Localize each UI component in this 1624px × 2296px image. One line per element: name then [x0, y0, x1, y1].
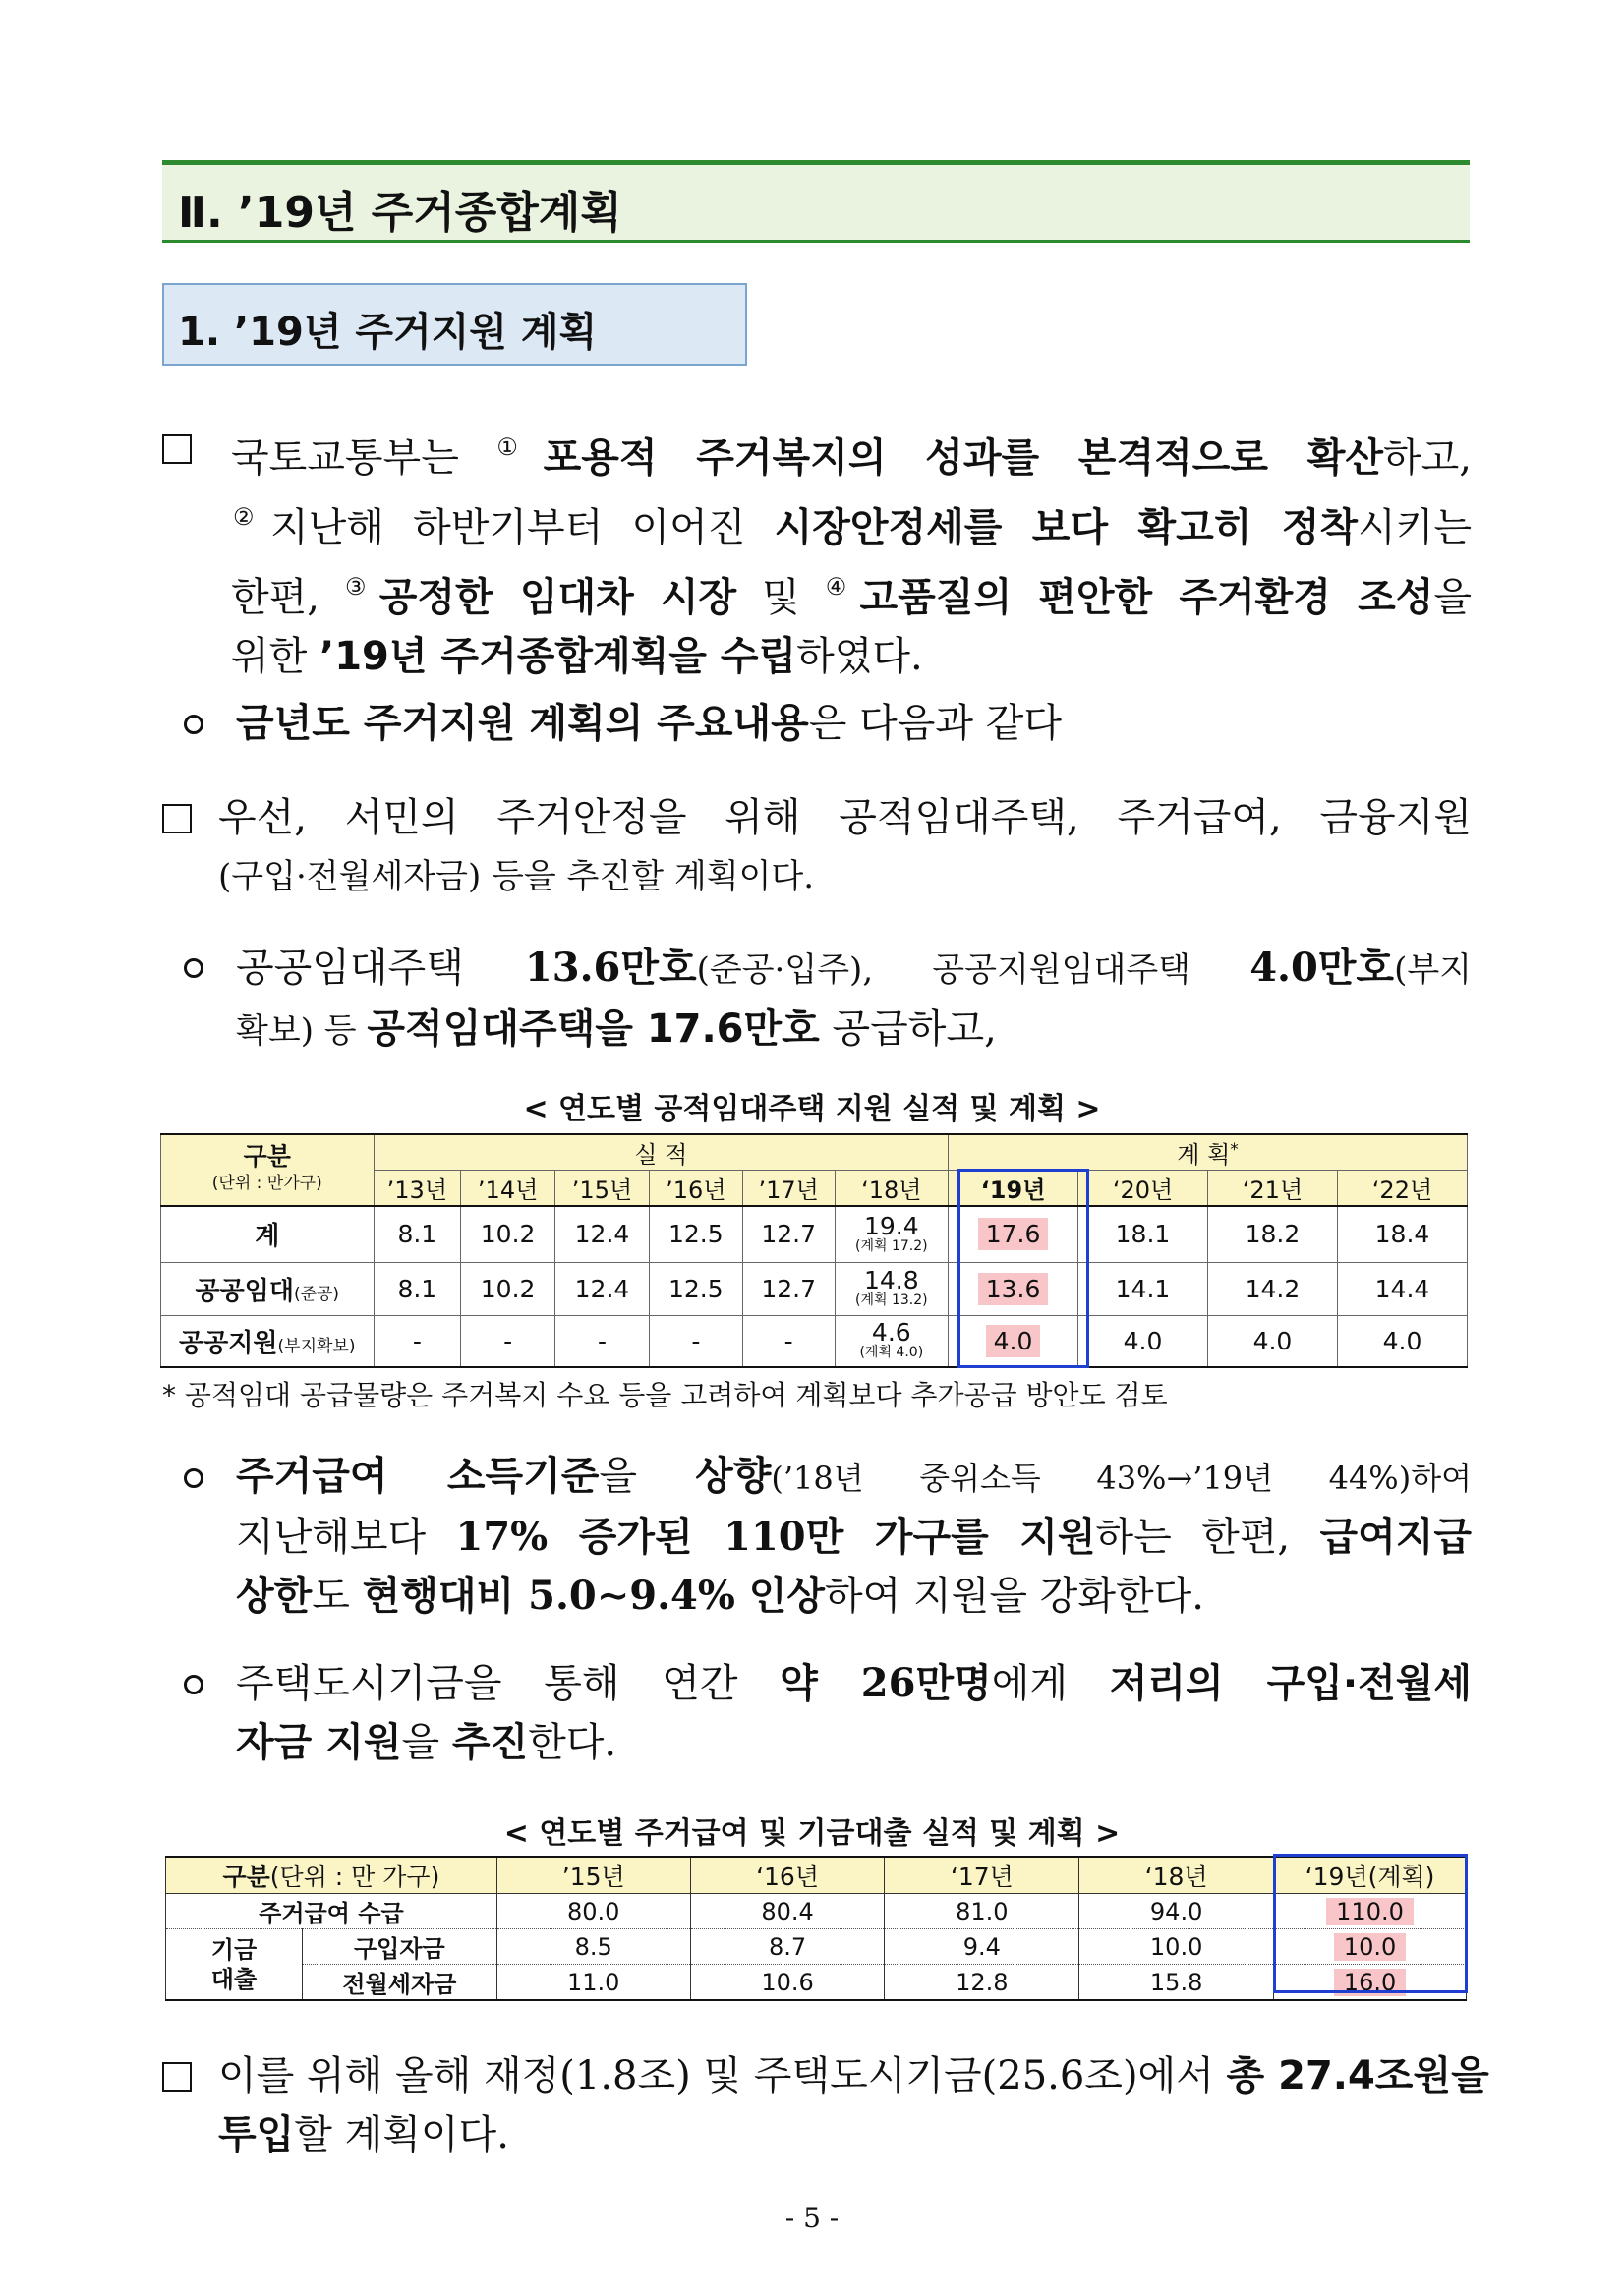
- paragraph-4-line-1: [218, 2046, 1489, 2105]
- table-1-plan-note: (계획 17.2): [855, 1237, 928, 1254]
- table-cell: 4.0: [1337, 1315, 1467, 1367]
- table-1-caption: < 연도별 공적임대주택 지원 실적 및 계획 >: [523, 1092, 1101, 1126]
- table-1: [160, 1133, 1468, 1368]
- circle-bullet-icon: [184, 1675, 203, 1694]
- p1-text-l: 위한: [231, 634, 319, 679]
- table-2-year: ‘17년: [885, 1857, 1079, 1894]
- checkbox-bullet-icon: [162, 2062, 192, 2092]
- table-cell: 9.4: [885, 1929, 1079, 1965]
- p2-sub-text-a: 공공임대주택: [236, 946, 525, 991]
- paragraph-3-sub-1-line-3: [236, 1567, 1472, 1626]
- p2-sub-bold-d: 4.0만호: [1249, 945, 1395, 991]
- table-2-caption: < 연도별 주거급여 및 기금대출 실적 및 계획 >: [503, 1816, 1121, 1851]
- table-1-year: ‘18년: [835, 1171, 948, 1207]
- table-cell: 14.4: [1337, 1262, 1467, 1315]
- table-cell: -: [555, 1315, 650, 1367]
- table-2: [165, 1856, 1467, 2001]
- table-cell: [1274, 1965, 1467, 2001]
- table-2-year: ‘16년: [690, 1857, 885, 1894]
- table-2-group-label-2: 대출: [210, 1965, 258, 1993]
- p3-sub1-bold-h: 급여지급: [1319, 1515, 1472, 1560]
- table-1-header-label-text: 구분: [243, 1142, 291, 1171]
- p3-sub2-text-h: 한다.: [528, 1720, 617, 1765]
- paragraph-2-line-2: (구입·전월세자금) 등을 추진할 계획이다.: [218, 857, 815, 896]
- table-1-year: ‘21년: [1207, 1171, 1337, 1207]
- table-row: [166, 1929, 1467, 1965]
- table-cell: 10.2: [461, 1206, 555, 1262]
- table-cell: 12.4: [555, 1206, 650, 1262]
- p3-sub2-text-a: 주택도시기금을 통해 연간: [236, 1661, 781, 1706]
- p4-text-a: 이를 위해 올해 재정(1.8조) 및 주택도시기금(25.6조)에서: [218, 2053, 1227, 2098]
- table-1-row-label-text: 공공임대: [195, 1276, 294, 1306]
- table-cell: 10.6: [690, 1965, 885, 2001]
- p1-bold-e: 시장안정세를 보다 확고히 정착: [774, 505, 1359, 550]
- p3-sub1-text-j: 도: [312, 1574, 363, 1619]
- p1-bold-j: 고품질의 편안한 주거환경 조성: [859, 575, 1434, 620]
- table-row: [161, 1206, 1468, 1262]
- section-title-bar: [162, 160, 1470, 243]
- p4-bold-c: 투입: [218, 2112, 295, 2157]
- table-1-row-label-sub: (부지확보): [277, 1336, 356, 1356]
- table-1-year: ’16년: [649, 1171, 742, 1207]
- p1-num-1: ①: [496, 433, 544, 461]
- paragraph-3-sub-1-line-2: [236, 1508, 1472, 1567]
- table-cell: [1274, 1929, 1467, 1965]
- p2-sub-bold-b: 13.6만호: [524, 945, 697, 991]
- table-1-group-plan-text: 계 획: [1177, 1141, 1231, 1169]
- table-1-row-label-text: 공공지원: [179, 1328, 278, 1358]
- p1-text-g: 한편,: [231, 575, 345, 620]
- table-cell: 8.1: [374, 1262, 461, 1315]
- table-1-group-plan: [949, 1134, 1468, 1171]
- table-1-highlight-value: 17.6: [978, 1218, 1049, 1250]
- table-cell: 8.7: [690, 1929, 885, 1965]
- table-1-row-label-sub: (준공): [293, 1284, 340, 1304]
- circle-bullet-icon: [184, 1468, 203, 1488]
- table-1-plan-mark: *: [1230, 1140, 1239, 1160]
- table-2-year-text: ‘19년: [1305, 1863, 1368, 1891]
- table-cell: 8.1: [374, 1206, 461, 1262]
- paragraph-3-sub-1-line-1: [236, 1447, 1472, 1508]
- table-1-footnote: * 공적임대 공급물량은 주거복지 수요 등을 고려하여 계획보다 추가공급 방안도 검토: [162, 1379, 1168, 1411]
- table-cell: 4.0: [1207, 1315, 1337, 1367]
- table-cell: 14.2: [1207, 1262, 1337, 1315]
- p3-sub2-bold-d: 저리의 구입·전월세: [1109, 1661, 1473, 1706]
- checkbox-bullet-icon: [162, 434, 192, 464]
- table-1-value-18: 4.6: [871, 1318, 911, 1348]
- table-cell: 10.0: [1079, 1929, 1274, 1965]
- subsection-title-box: [162, 283, 747, 366]
- paragraph-2-sub-line-1: [236, 939, 1472, 1000]
- section-title: Ⅱ. ’19년 주거종합계획: [178, 188, 622, 238]
- circle-bullet-icon: [184, 715, 203, 734]
- table-cell: [1274, 1894, 1467, 1929]
- table-cell: 14.1: [1078, 1262, 1208, 1315]
- p2-sub-text-c: (준공·입주), 공공지원임대주택: [696, 950, 1250, 990]
- table-cell: 12.7: [742, 1262, 835, 1315]
- table-cell: [949, 1315, 1078, 1367]
- paragraph-1: [231, 418, 1472, 686]
- table-2-group-label-1: 기금: [210, 1935, 258, 1964]
- p3-sub1-text-e: 지난해보다: [236, 1515, 456, 1560]
- table-cell: [949, 1206, 1078, 1262]
- p3-sub1-bold-k: 현행대비 5.0∼9.4% 인상: [362, 1573, 826, 1619]
- paragraph-1-line-3: [231, 557, 1472, 627]
- paragraph-1-sub: [236, 694, 1062, 753]
- table-cell: [949, 1262, 1078, 1315]
- table-1-header-unit: (단위 : 만가구): [211, 1174, 322, 1193]
- table-cell: 18.4: [1337, 1206, 1467, 1262]
- paragraph-2-sub: [236, 939, 1472, 1061]
- table-2-highlight-value: 10.0: [1334, 1933, 1406, 1961]
- p1-bold-m: ’19년 주거종합계획을 수립: [319, 634, 797, 679]
- paragraph-2: [218, 788, 1472, 906]
- p1-text-f: 시키는: [1358, 505, 1472, 550]
- p1-num-2: ②: [233, 503, 270, 531]
- p3-sub1-bold-c: 상향: [695, 1454, 772, 1499]
- table-row: [166, 1894, 1467, 1929]
- table-1-row-label: 계: [161, 1206, 375, 1262]
- table-cell: 12.5: [649, 1206, 742, 1262]
- paragraph-3-sub-1: [236, 1447, 1472, 1626]
- table-2-group-label: [166, 1929, 303, 2001]
- checkbox-bullet-icon: [162, 804, 192, 833]
- p3-sub1-text-l: 하여 지원을 강화한다.: [825, 1574, 1204, 1619]
- circle-bullet-icon: [184, 958, 203, 978]
- table-2-header-label-text: 구분: [222, 1863, 270, 1891]
- p1-text-d: 지난해 하반기부터 이어진: [269, 505, 775, 550]
- p3-sub2-bold-b: 약 26만명: [780, 1660, 992, 1706]
- table-cell: 15.8: [1079, 1965, 1274, 2001]
- p3-sub2-text-f: 을: [401, 1720, 452, 1765]
- p1-text-a: 국토교통부는: [231, 435, 497, 481]
- p1-bold-h: 공정한 임대차 시장: [378, 575, 737, 620]
- table-cell: [835, 1315, 948, 1367]
- table-1-row-label: [161, 1262, 375, 1315]
- table-cell: 12.4: [555, 1262, 650, 1315]
- paragraph-4: [218, 2046, 1489, 2164]
- table-1-row-label: [161, 1315, 375, 1367]
- table-row: [166, 1965, 1467, 2001]
- table-1-year: ’14년: [461, 1171, 555, 1207]
- subsection-title: 1. ’19년 주거지원 계획: [178, 310, 598, 355]
- p3-sub2-bold-e: 자금 지원: [236, 1720, 402, 1765]
- table-1-highlight-value: 4.0: [986, 1325, 1041, 1357]
- table-cell: -: [374, 1315, 461, 1367]
- table-cell: 12.7: [742, 1206, 835, 1262]
- table-2-year-suffix: (계획): [1367, 1863, 1435, 1891]
- table-1-plan-note: (계획 4.0): [859, 1345, 924, 1361]
- p1-text-c: 하고,: [1383, 435, 1472, 481]
- table-row: [161, 1315, 1468, 1367]
- table-cell: [835, 1262, 948, 1315]
- table-1-year: ‘19년: [949, 1171, 1078, 1207]
- table-2-row-label: 구입자금: [302, 1929, 496, 1965]
- table-1-value-18: 14.8: [863, 1266, 919, 1294]
- p2-sub-text-f: 확보) 등: [236, 1011, 368, 1051]
- table-1-value-18: 19.4: [863, 1211, 919, 1240]
- table-2-header-label: [166, 1857, 497, 1894]
- p2-sub-text-e: (부지: [1394, 950, 1473, 990]
- table-cell: 12.8: [885, 1965, 1079, 2001]
- table-cell: 80.4: [690, 1894, 885, 1929]
- table-cell: 80.0: [496, 1894, 690, 1929]
- p3-sub2-bold-g: 추진: [451, 1720, 529, 1765]
- p3-sub1-text-g: 하는 한편,: [1095, 1515, 1320, 1560]
- paragraph-3-sub-2: [236, 1654, 1472, 1772]
- table-cell: 8.5: [496, 1929, 690, 1965]
- p4-text-d: 할 계획이다.: [294, 2112, 509, 2157]
- table-1-plan-note: (계획 13.2): [855, 1292, 928, 1308]
- paragraph-1-line-1: [231, 418, 1472, 488]
- table-cell: -: [742, 1315, 835, 1367]
- table-1-year: ‘20년: [1078, 1171, 1208, 1207]
- paragraph-1-line-2: [231, 488, 1472, 557]
- p1-bold-b: 포용적 주거복지의 성과를 본격적으로 확산: [543, 435, 1383, 481]
- table-cell: [835, 1206, 948, 1262]
- table-1-year: ’13년: [374, 1171, 461, 1207]
- p2-sub-bold-g: 공적임대주택을 17.6만호: [367, 1006, 820, 1052]
- paragraph-4-line-2: [218, 2105, 1472, 2164]
- p1-sub-text: 은 다음과 같다: [808, 701, 1063, 746]
- table-cell: 10.2: [461, 1262, 555, 1315]
- p1-text-i: 및: [736, 575, 826, 620]
- paragraph-2-line-1: 우선, 서민의 주거안정을 위해 공적임대주택, 주거급여, 금융지원: [218, 795, 1472, 840]
- table-2-highlight-value: 16.0: [1334, 1969, 1406, 1996]
- table-row: [161, 1262, 1468, 1315]
- table-cell: -: [649, 1315, 742, 1367]
- page-number: - 5 -: [784, 2202, 840, 2234]
- table-cell: 4.0: [1078, 1315, 1208, 1367]
- table-cell: 81.0: [885, 1894, 1079, 1929]
- table-2-year: ’15년: [496, 1857, 690, 1894]
- table-2-row-label: 전월세자금: [302, 1965, 496, 2001]
- paragraph-2-sub-line-2: [236, 1000, 1472, 1061]
- table-2-year: [1274, 1857, 1467, 1894]
- p3-sub2-text-c: 에게: [991, 1661, 1110, 1706]
- p3-sub1-bold-f: 17% 증가된 110만 가구를 지원: [455, 1514, 1096, 1560]
- paragraph-3-sub-2-line-2: [236, 1713, 1472, 1772]
- p1-text-o: 하였다.: [796, 634, 923, 679]
- p1-sub-bold: 금년도 주거지원 계획의 주요내용: [236, 701, 809, 746]
- table-2-highlight-value: 110.0: [1326, 1898, 1414, 1925]
- p3-sub1-text-b: 을: [599, 1454, 696, 1499]
- table-cell: -: [461, 1315, 555, 1367]
- table-cell: 18.2: [1207, 1206, 1337, 1262]
- table-cell: 12.5: [649, 1262, 742, 1315]
- p3-sub1-bold-a: 주거급여 소득기준: [236, 1454, 600, 1499]
- p1-text-k: 을: [1433, 575, 1473, 620]
- table-cell: 11.0: [496, 1965, 690, 2001]
- p3-sub1-text-d: (’18년 중위소득 43%→’19년 44%)하여: [771, 1460, 1473, 1497]
- p4-bold-b: 총 27.4조원을: [1226, 2053, 1489, 2098]
- table-1-group-actual: 실 적: [374, 1134, 949, 1171]
- table-cell: 94.0: [1079, 1894, 1274, 1929]
- table-1-year: ‘22년: [1337, 1171, 1467, 1207]
- paragraph-3-sub-2-line-1: [236, 1654, 1472, 1713]
- table-cell: 18.1: [1078, 1206, 1208, 1262]
- p3-sub1-bold-i: 상한: [236, 1574, 313, 1619]
- table-1-year: ’17년: [742, 1171, 835, 1207]
- table-2-header-unit: (단위 : 만 가구): [269, 1863, 440, 1891]
- paragraph-1-line-4: [231, 627, 1472, 686]
- table-1-year: ’15년: [555, 1171, 650, 1207]
- table-2-year: ‘18년: [1079, 1857, 1274, 1894]
- table-2-row-label: 주거급여 수급: [166, 1894, 497, 1929]
- p2-sub-text-h: 공급하고,: [819, 1006, 997, 1052]
- table-1-highlight-value: 13.6: [978, 1273, 1049, 1305]
- p1-num-3: ③: [344, 573, 379, 601]
- p1-num-4: ④: [825, 573, 860, 601]
- table-1-header-label: [161, 1134, 375, 1206]
